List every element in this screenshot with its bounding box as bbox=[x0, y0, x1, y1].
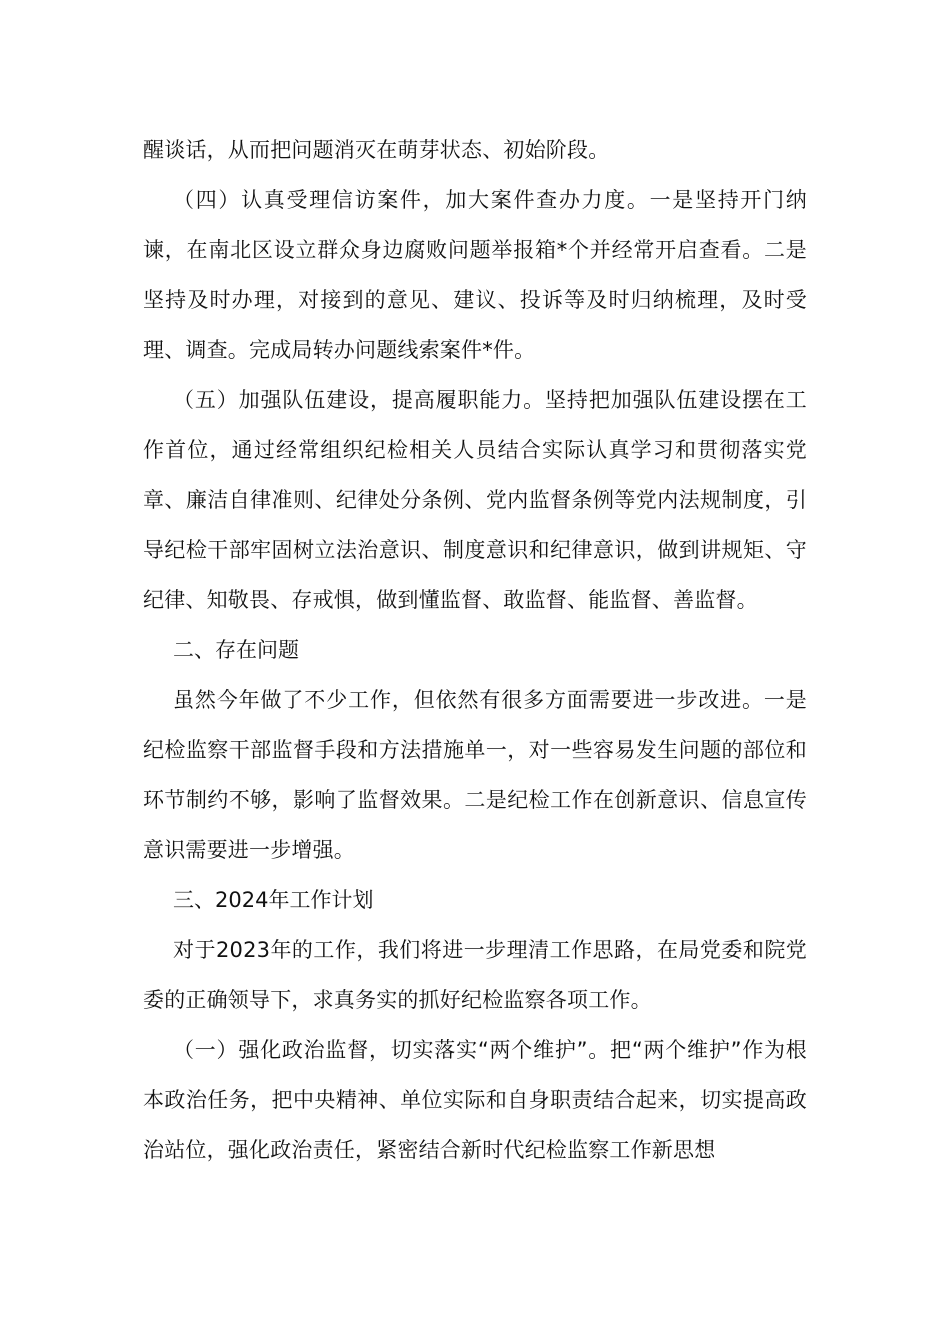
paragraph-team-building: （五）加强队伍建设，提高履职能力。坚持把加强队伍建设摆在工作首位，通过经常组织纪检相关人员结合实际认真学习和贯彻落实党章、廉洁自律准则、纪律处分条例、党内监督条例等党内法规制度，引导纪检干部牢固树立法治意识、制度意识和纪律意识，做到讲规矩、守纪律、知敬畏、存戒惧，做到懂监督、敢监督、能监督、善监督。 bbox=[143, 388, 807, 612]
paragraph-petition-cases: （四）认真受理信访案件，加大案件查办力度。一是坚持开门纳谏，在南北区设立群众身边腐败问题举报箱*个并经常开启查看。二是坚持及时办理，对接到的意见、建议、投诉等及时归纳梳理，及时受理、调查。完成局转办问题线索案件*件。 bbox=[143, 188, 807, 362]
paragraph-problems: 虽然今年做了不少工作，但依然有很多方面需要进一步改进。一是纪检监察干部监督手段和方法措施单一，对一些容易发生问题的部位和环节制约不够，影响了监督效果。二是纪检工作在创新意识、信息宣传意识需要进一步增强。 bbox=[143, 688, 807, 862]
section-heading-problems: 二、存在问题 bbox=[173, 638, 299, 662]
section-heading-work-plan: 三、2024年工作计划 bbox=[173, 888, 374, 912]
paragraph-political-supervision: （一）强化政治监督，切实落实“两个维护”。把“两个维护”作为根本政治任务，把中央精神、单位实际和自身职责结合起来，切实提高政治站位，强化政治责任，紧密结合新时代纪检监察工作新思想 bbox=[143, 1038, 807, 1162]
paragraph-work-plan-intro: 对于2023年的工作，我们将进一步理清工作思路，在局党委和院党委的正确领导下，求真务实的抓好纪检监察各项工作。 bbox=[143, 938, 807, 1012]
paragraph-continuation: 醒谈话，从而把问题消灭在萌芽状态、初始阶段。 bbox=[143, 138, 610, 162]
document-body bbox=[143, 125, 807, 1175]
